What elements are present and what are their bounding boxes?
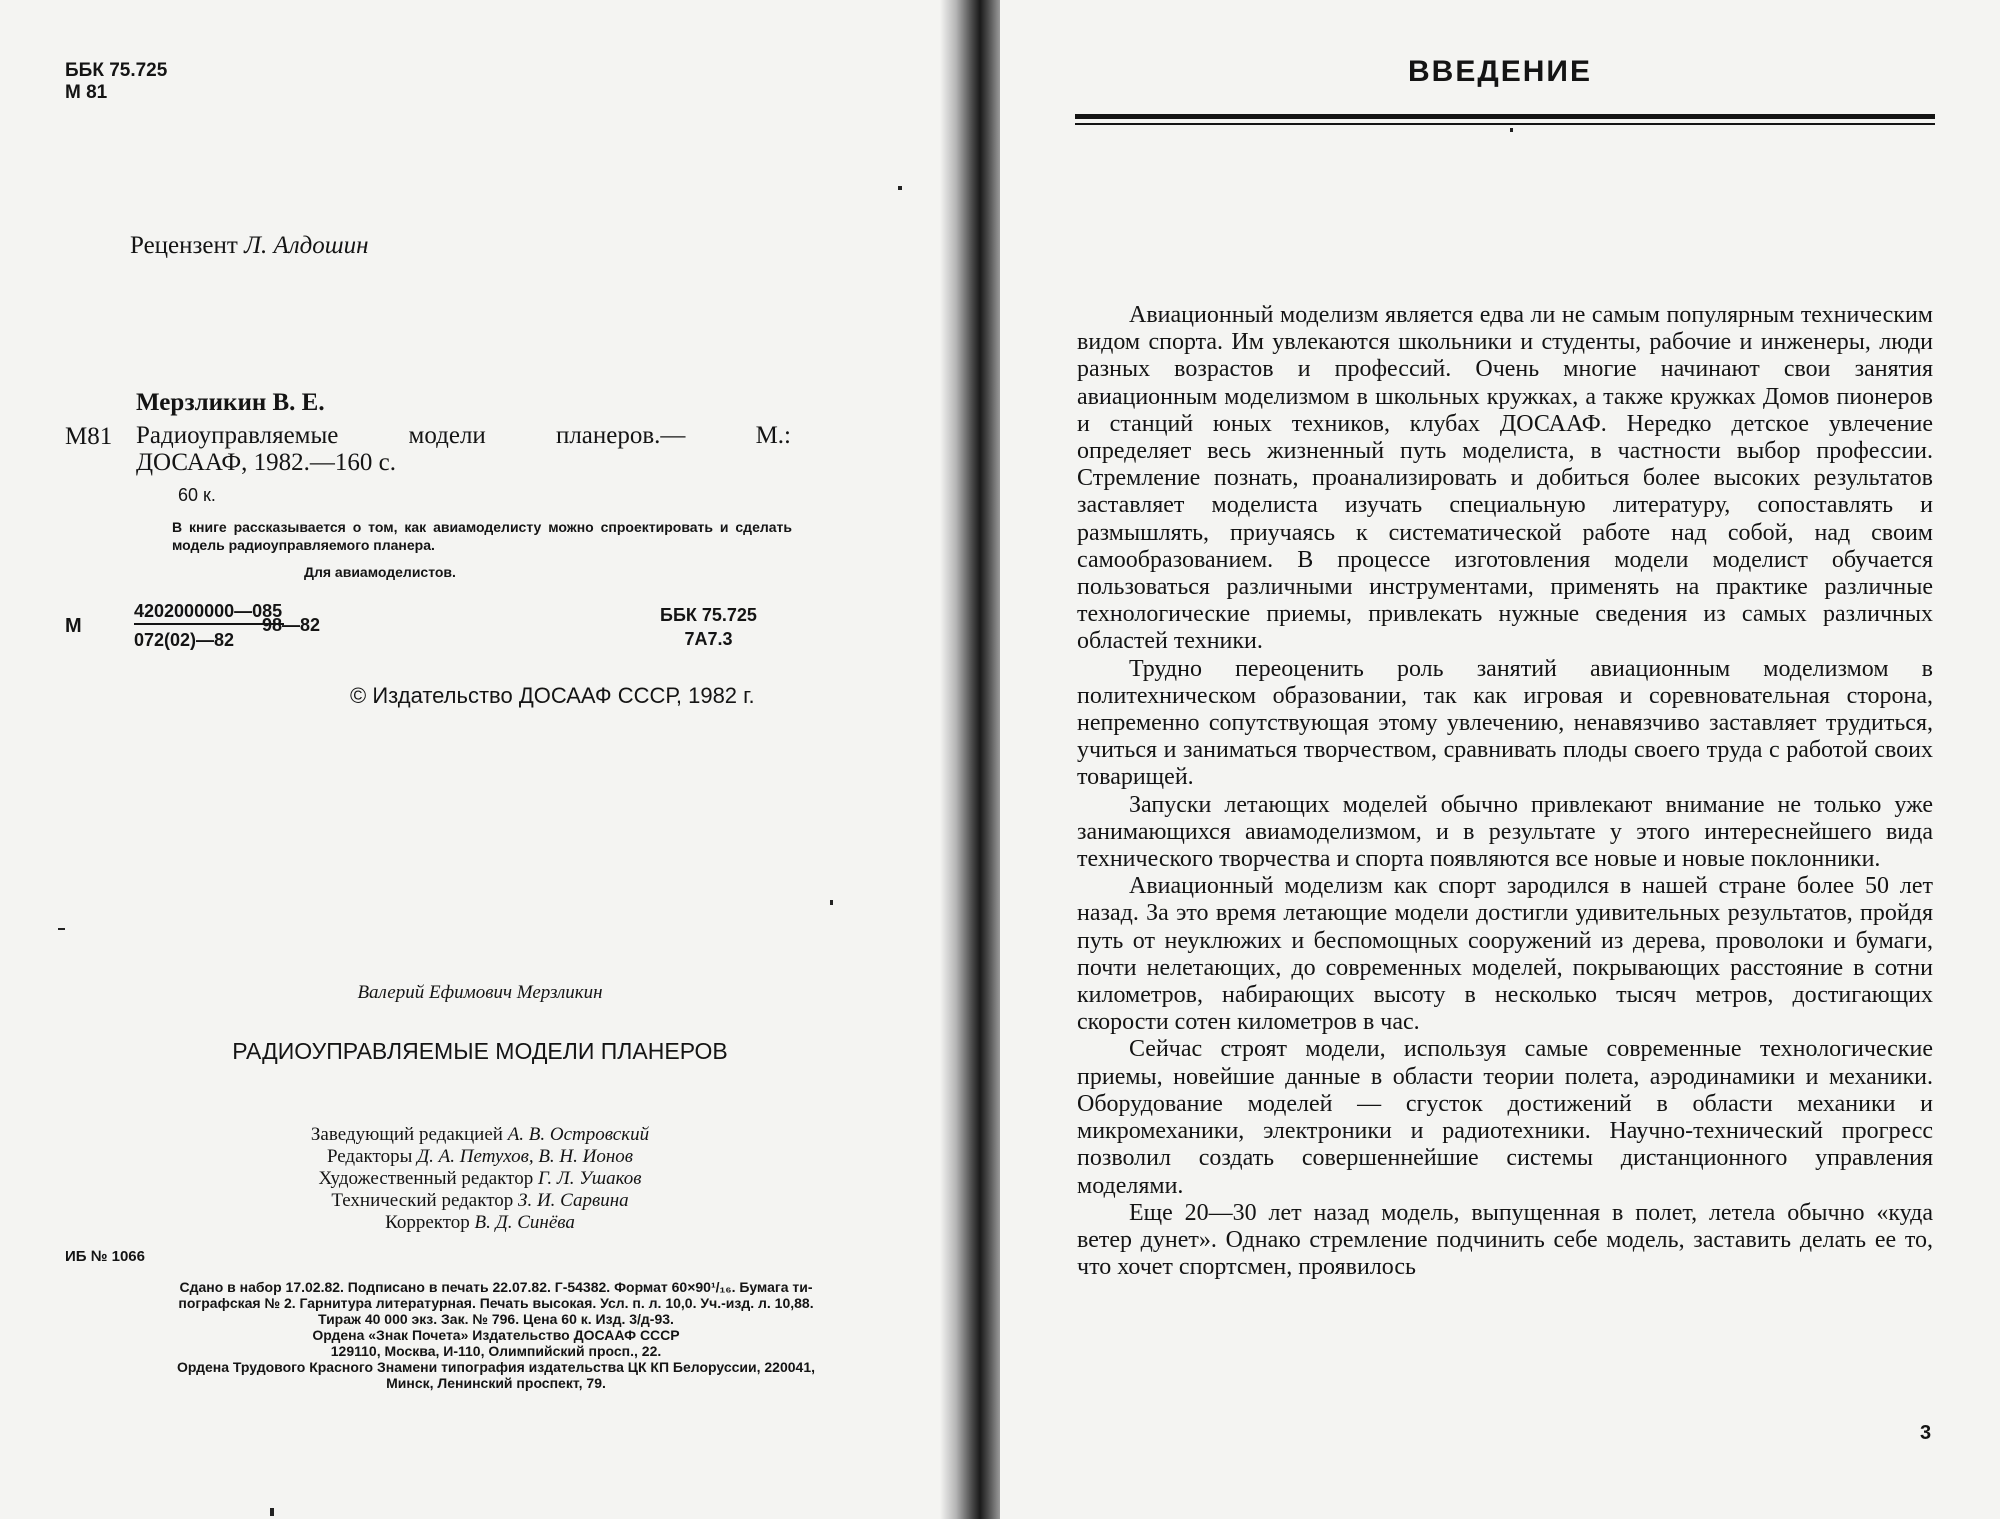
imprint-line: пографская № 2. Гарнитура литературная. Печать высокая. Усл. п. л. 10,0. Уч.-изд. л. 10,88. [178, 1295, 814, 1311]
catalog-title: Радиоуправляемые модели планеров.— М.: [136, 422, 791, 449]
annotation: В книге рассказывается о том, как авиамоделисту можно спроектировать и сделать модель радиоуправляемого планера. [172, 519, 792, 553]
catalog-code: М81 [65, 423, 113, 450]
bbk-block-right [660, 603, 757, 651]
print-speck [270, 1508, 274, 1516]
paragraph: Сейчас строят модели, используя самые современные технологические приемы, новейшие данные в области теории полета, аэродинамики и механики. Оборудование моделей — сгусток достижений в области механики и микромеханики, электроники и радиотехники. Научно-технический прогресс позволил создать совершеннейшие системы дистанционного управления моделями. [1077, 1036, 1933, 1199]
index-numerator: 4202000000—085 [134, 601, 284, 625]
catalog-price: 60 к. [178, 485, 216, 505]
credit-role: Художественный редактор [318, 1168, 534, 1189]
print-speck [830, 900, 833, 905]
credit-name: З. И. Сарвина [518, 1190, 629, 1211]
colophon-author: Валерий Ефимович Мерзликин [357, 982, 603, 1003]
bbk-code: ББК 75.725 [65, 60, 168, 81]
copyright-line: © Издательство ДОСААФ СССР, 1982 г. [350, 683, 755, 708]
imprint-line: Сдано в набор 17.02.82. Подписано в печать 22.07.82. Г-54382. Формат 60×90¹/₁₆. Бумага ти- [179, 1279, 813, 1295]
credit-line [0, 1190, 960, 1212]
paragraph: Авиационный моделизм как спорт зародился в нашей стране более 50 лет назад. За это время летающие модели достигли удивительных результатов, пройдя путь от неуклюжих и беспомощных сооружений из дерева, проволоки и бумаги, почти нелетающих, до современных моделей, покрывающих расстояние в сотни километров, набирающих высоту в несколько тысяч метров, достигающих скорости сотен километров в час. [1077, 873, 1933, 1036]
bbk-classification [65, 60, 167, 104]
imprint-line: Тираж 40 000 экз. Зак. № 796. Цена 60 к. Изд. 3/д-93. [318, 1311, 674, 1327]
print-speck [898, 186, 902, 190]
credit-line [0, 1212, 960, 1234]
introduction-text [1077, 302, 1933, 1281]
paragraph: Трудно переоценить роль занятий авиационным моделизмом в политехническом образовании, так как игровая и соревновательная сторона, непременно сопутствующая этому увлечению, ненавязчиво заставляет трудиться, учиться и заниматься творчеством, сравнивать плоды своего труда с работой своих товарищей. [1077, 655, 1933, 791]
credits-block [0, 1124, 960, 1234]
credit-line [0, 1124, 960, 1146]
author-mark: М 81 [65, 82, 108, 103]
credit-role: Заведующий редакцией [310, 1124, 503, 1145]
page-number: 3 [1920, 1422, 1932, 1444]
paragraph: Еще 20—30 лет назад модель, выпущенная в полет, летела обычно «куда ветер дунет». Однако стремление подчинить себе модель, заставить делать ее то, что хочет спортсмен, проявилось [1077, 1199, 1933, 1281]
reviewer-label: Рецензент [130, 232, 238, 259]
imprint-line: 129110, Москва, И-110, Олимпийский просп., 22. [330, 1343, 662, 1359]
reviewer-name: Л. Алдошин [244, 232, 369, 259]
left-page [0, 0, 960, 1519]
right-page [1000, 0, 2000, 1519]
paragraph: Запуски летающих моделей обычно привлекают внимание не только уже занимающихся авиамоделизмом, и в результате у этого интереснейшего вида технического творчества и спорта появляются все новые и новые поклонники. [1077, 791, 1933, 873]
credit-role: Редакторы [326, 1146, 413, 1167]
heading-rule-thick [1075, 114, 1935, 119]
index-prefix: М [65, 615, 82, 637]
credit-name: Г. Л. Ушаков [537, 1168, 642, 1189]
bbk-right-sub: 7А7.3 [684, 629, 733, 649]
index-suffix: 98—82 [262, 615, 321, 635]
credit-name: А. В. Островский [507, 1124, 650, 1145]
imprint-line: Ордена Трудового Красного Знамени типография издательства ЦК КП Белоруссии, 220041, [176, 1359, 815, 1375]
audience-note: Для авиамоделистов. [304, 564, 456, 580]
credit-line [0, 1168, 960, 1190]
reviewer-line [130, 232, 369, 260]
print-speck [58, 928, 65, 930]
imprint-line: Ордена «Знак Почета» Издательство ДОСААФ СССР [312, 1327, 680, 1343]
credit-role: Технический редактор [331, 1190, 514, 1211]
paragraph: Авиационный моделизм является едва ли не самым популярным техническим видом спорта. Им увлекаются школьники и студенты, рабочие и инженеры, люди разных возрастов и профессий. Очень многие начинают свои занятия авиационным моделизмом в школьных кружках, а также кружках Домов пионеров и станций юных техников, клубах ДОСААФ. Нередко детское увлечение определяет весь жизненный путь моделиста, в частности выбор профессии. Стремление познать, проанализировать и добиться более высоких результатов заставляет моделиста изучать специальную литературу, сопоставлять и размышлять, приучаясь к систематической работе над собой, над своим самообразованием. В процессе изготовления модели моделист обучается пользоваться различными инструментами, применять на практике различные технологические приемы, привлекать нужные сведения из самых различных областей техники. [1077, 302, 1933, 655]
credit-line [0, 1146, 960, 1168]
colophon-title: РАДИОУПРАВЛЯЕМЫЕ МОДЕЛИ ПЛАНЕРОВ [232, 1038, 728, 1064]
imprint-line: Минск, Ленинский проспект, 79. [386, 1375, 606, 1391]
heading-rule-thin [1075, 123, 1935, 125]
index-denominator: 072(02)—82 [134, 630, 235, 650]
print-speck [1510, 128, 1513, 132]
chapter-heading: ВВЕДЕНИЕ [1408, 55, 1592, 88]
bbk-right-code: ББК 75.725 [660, 605, 757, 625]
catalog-author: Мерзликин В. Е. [136, 389, 325, 416]
catalog-publisher: ДОСААФ, 1982.—160 с. [136, 449, 396, 476]
credit-name: Д. А. Петухов, В. Н. Ионов [417, 1146, 634, 1167]
ib-number: ИБ № 1066 [65, 1248, 145, 1265]
credit-role: Корректор [385, 1212, 470, 1233]
credit-name: В. Д. Синёва [474, 1212, 575, 1233]
imprint-block [65, 1279, 927, 1391]
